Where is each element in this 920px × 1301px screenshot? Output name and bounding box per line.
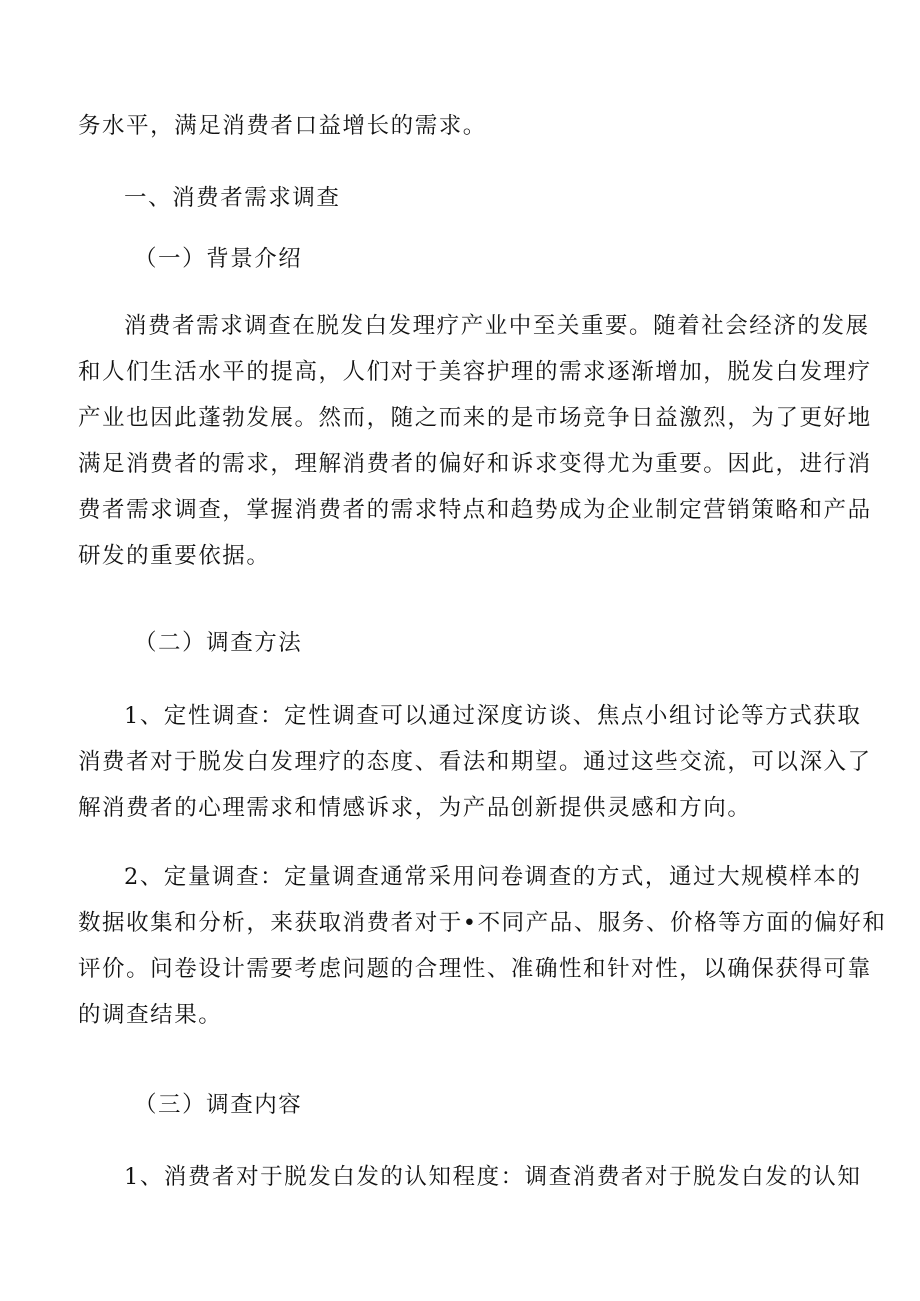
paragraph-line: 的调查结果。	[78, 1002, 223, 1028]
paragraph-line: 产业也因此蓬勃发展。然而，随之而来的是市场竞争日益激烈，为了更好地	[78, 405, 872, 431]
section-heading-consumer-survey: 一、消费者需求调查	[124, 185, 341, 211]
paragraph-line: 满足消费者的需求，理解消费者的偏好和诉求变得尤为重要。因此，进行消	[78, 451, 872, 477]
paragraph-line: 1、定性调查：定性调查可以通过深度访谈、焦点小组讨论等方式获取	[124, 703, 862, 729]
paragraph-line: 解消费者的心理需求和情感诉求，为产品创新提供灵感和方向。	[78, 795, 752, 821]
intro-tail-paragraph: 务水平，满足消费者口益增长的需求。	[78, 113, 487, 139]
paragraph-line: 数据收集和分析，来获取消费者对于•不同产品、服务、价格等方面的偏好和	[78, 910, 887, 936]
paragraph-line: 消费者需求调查在脱发白发理疗产业中至关重要。随着社会经济的发展	[124, 313, 870, 339]
paragraph-line: 研发的重要依据。	[78, 543, 271, 569]
paragraph-line: 2、定量调查：定量调查通常采用问卷调查的方式，通过大规模样本的	[124, 864, 862, 890]
paragraph-line: 消费者对于脱发白发理疗的态度、看法和期望。通过这些交流，可以深入了	[78, 749, 872, 775]
subheading-methods: （二）调查方法	[134, 630, 303, 656]
subheading-background: （一）背景介绍	[134, 246, 303, 272]
paragraph-line: 评价。问卷设计需要考虑问题的合理性、准确性和针对性，以确保获得可靠	[78, 956, 872, 982]
content-item-awareness: 1、消费者对于脱发白发的认知程度：调查消费者对于脱发白发的认知	[124, 1164, 862, 1190]
subheading-survey-content: （三）调查内容	[134, 1092, 303, 1118]
paragraph-line: 费者需求调查，掌握消费者的需求特点和趋势成为企业制定营销策略和产品	[78, 497, 872, 523]
paragraph-line: 和人们生活水平的提高，人们对于美容护理的需求逐渐增加，脱发白发理疗	[78, 359, 872, 385]
